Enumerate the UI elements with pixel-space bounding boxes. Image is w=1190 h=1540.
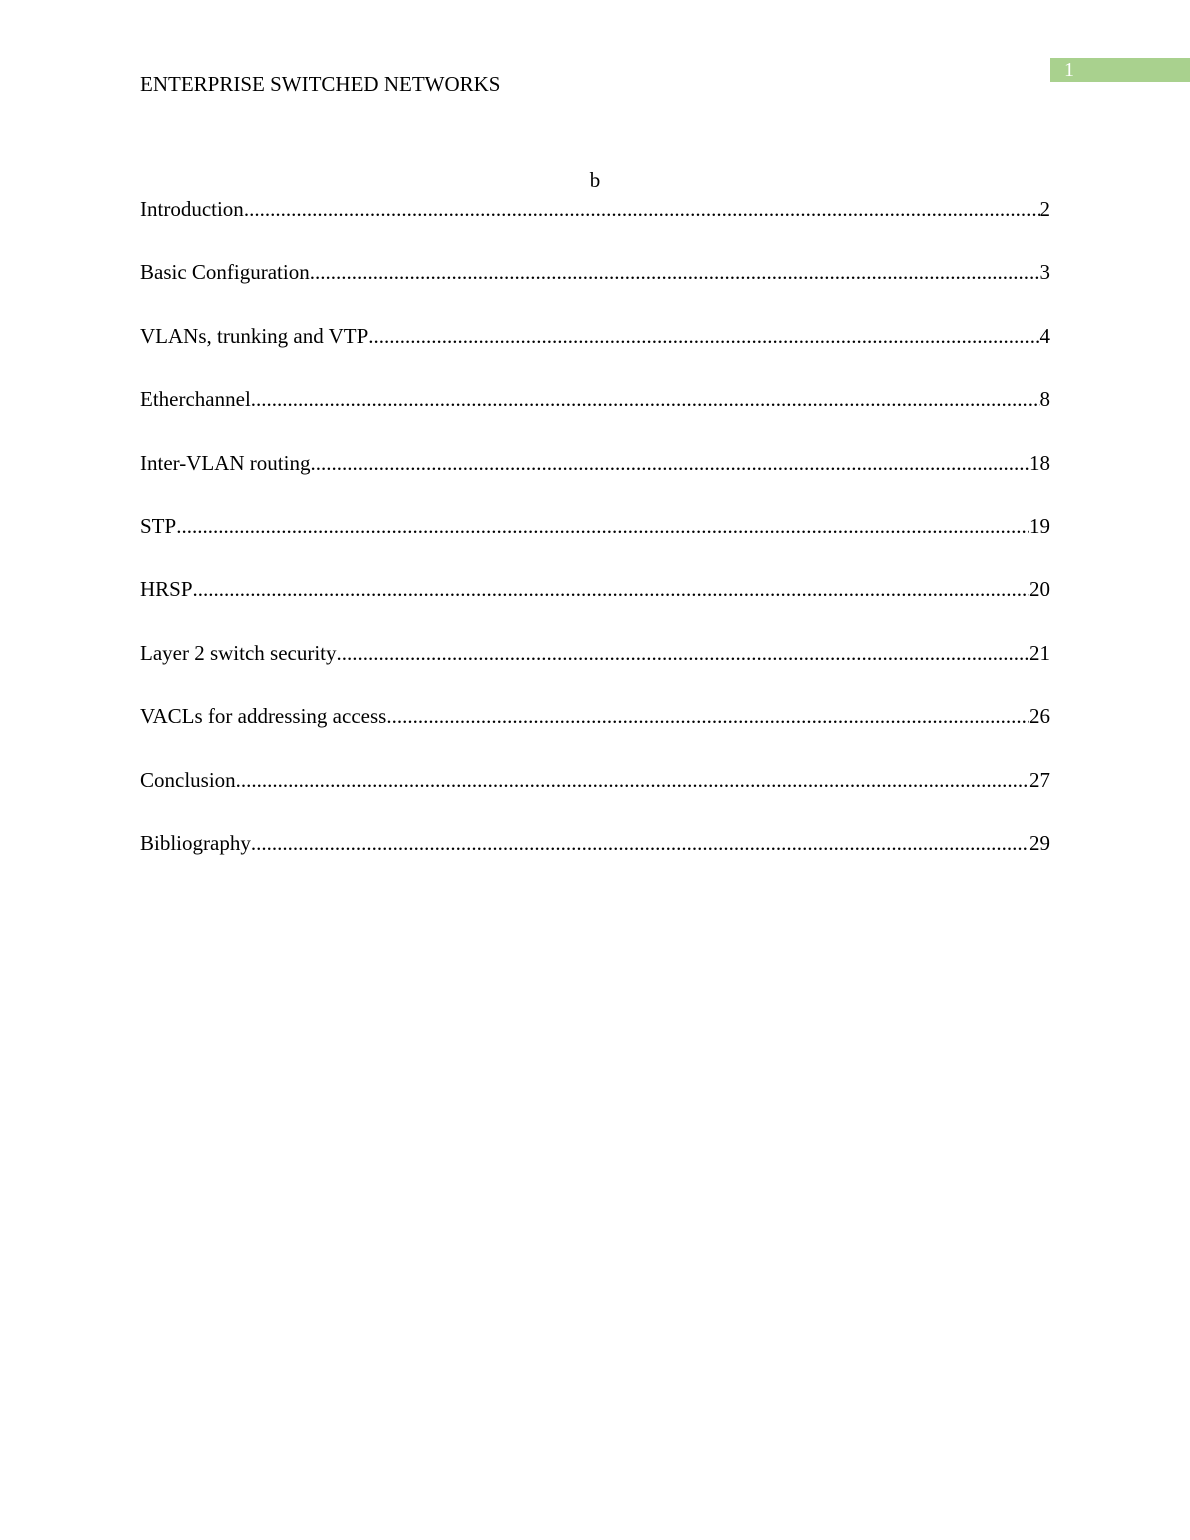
toc-entry-page: 29 [1029,830,1050,855]
toc-dot-leader [368,322,1039,350]
toc-dot-leader [244,195,1040,223]
toc-entry-title: Basic Configuration [140,260,310,285]
toc-entry-title: Conclusion [140,767,236,792]
running-head: ENTERPRISE SWITCHED NETWORKS [140,72,501,96]
toc-entry-page: 3 [1039,260,1050,285]
toc-dot-leader [193,575,1029,603]
toc-entry-title: STP [140,513,177,538]
toc-entry-stp[interactable] [140,512,1050,540]
toc-entry-page: 26 [1029,704,1050,729]
toc-dot-leader [337,639,1029,667]
toc-entry-etherchannel[interactable] [140,385,1050,413]
toc-entry-page: 19 [1029,513,1050,538]
toc-entry-page: 8 [1039,387,1050,412]
toc-entry-title: Bibliography [140,830,251,855]
toc-dot-leader [251,385,1040,413]
page-number-badge [1050,58,1190,82]
toc-entry-vlans-trunking-vtp[interactable] [140,322,1050,350]
toc-entry-vacls[interactable] [140,702,1050,730]
toc-entry-title: Etherchannel [140,387,251,412]
toc-entry-title: VLANs, trunking and VTP [140,323,369,348]
toc-entry-title: Introduction [140,197,244,221]
toc-entry-conclusion[interactable] [140,766,1050,794]
toc-entry-page: 20 [1029,577,1050,602]
toc-entry-hrsp[interactable] [140,575,1050,603]
toc-entry-bibliography[interactable] [140,829,1050,857]
toc-dot-leader [176,512,1029,540]
toc-entry-introduction[interactable] [140,195,1050,223]
toc-entry-title: VACLs for addressing access [140,704,387,729]
toc-dot-leader [251,829,1029,857]
toc-dot-leader [310,449,1029,477]
toc-entry-title: Layer 2 switch security [140,640,337,665]
toc-entry-page: 2 [1039,197,1050,221]
toc-entry-page: 21 [1029,640,1050,665]
toc-entry-page: 27 [1029,767,1050,792]
toc-entry-inter-vlan-routing[interactable] [140,449,1050,477]
toc-entry-page: 4 [1039,323,1050,348]
toc-entry-page: 18 [1029,450,1050,475]
toc-dot-leader [310,258,1040,286]
toc-entry-title: Inter-VLAN routing [140,450,311,475]
toc-dot-leader [386,702,1029,730]
page-number: 1 [1064,59,1074,81]
toc-dot-leader [236,766,1029,794]
table-of-contents [140,195,1050,892]
toc-entry-layer-2-switch-security[interactable] [140,639,1050,667]
toc-heading: b [589,168,601,192]
toc-entry-basic-configuration[interactable] [140,258,1050,286]
toc-entry-title: HRSP [140,577,193,602]
